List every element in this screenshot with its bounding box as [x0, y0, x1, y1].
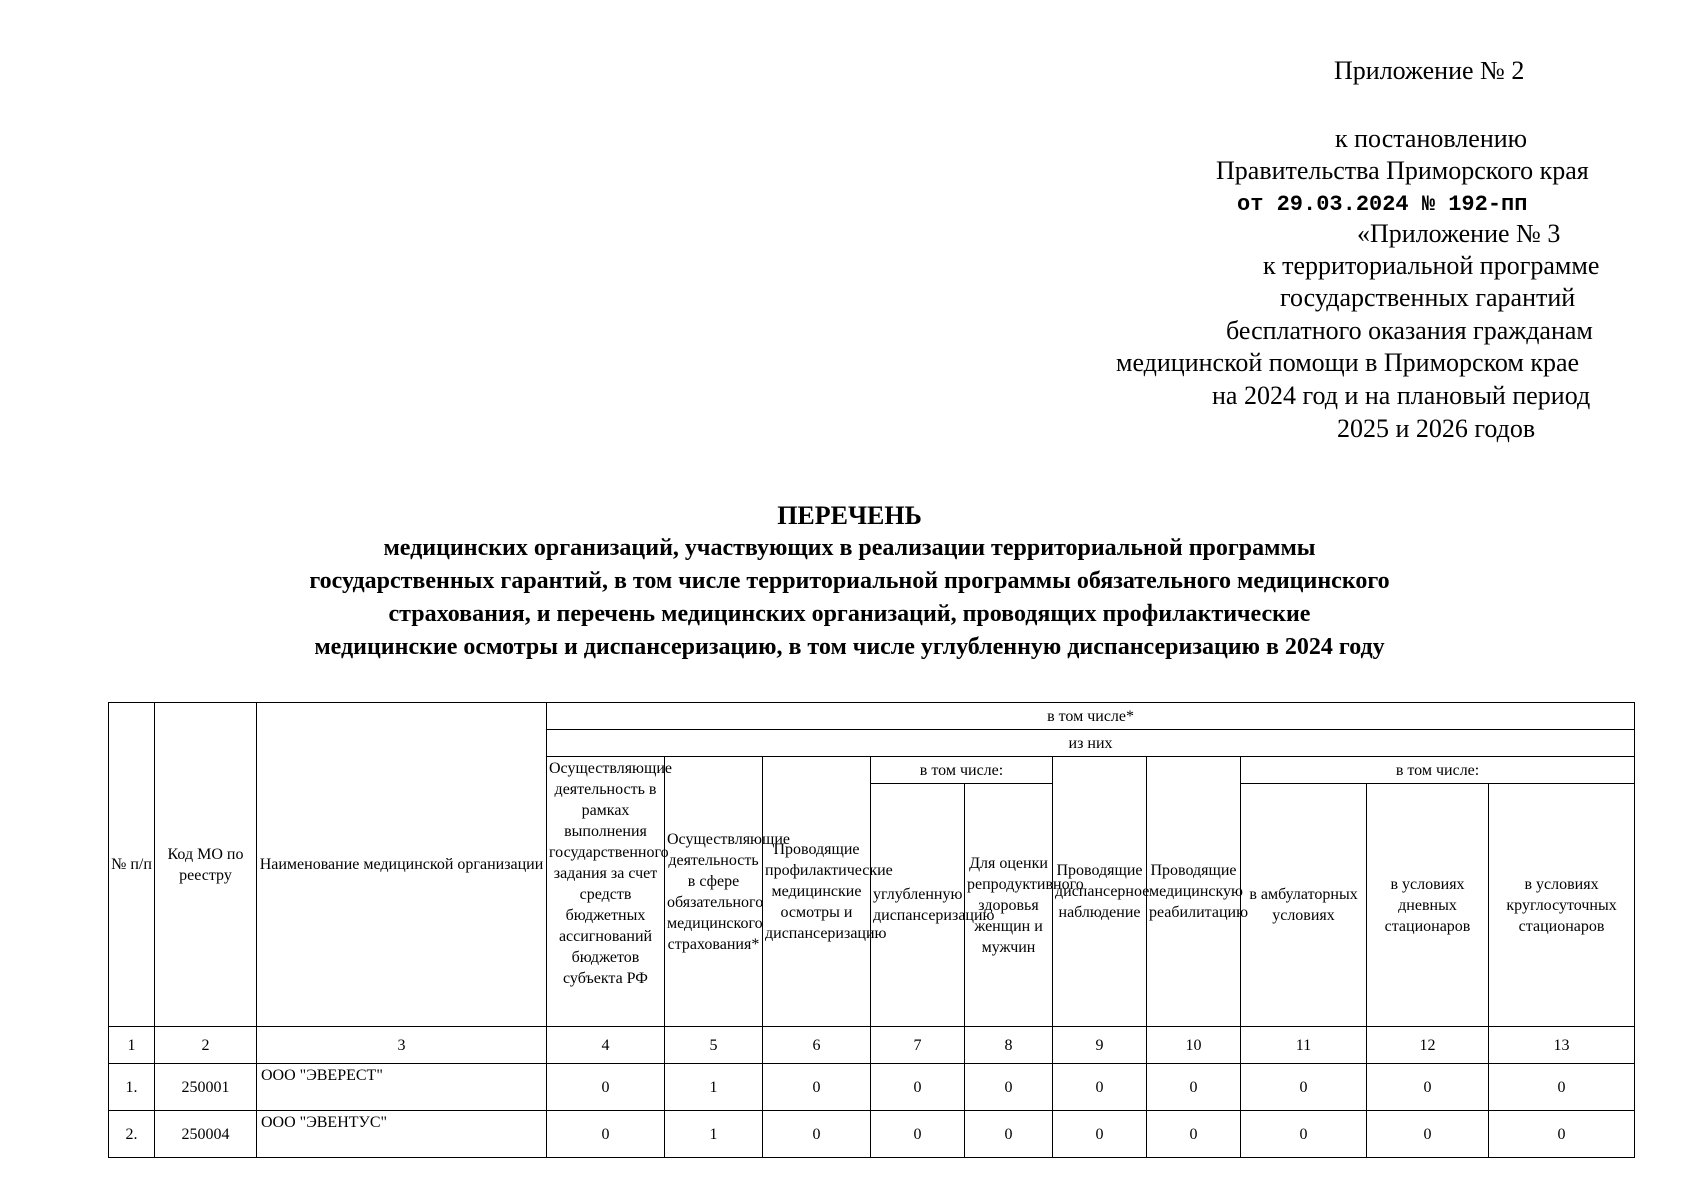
header-day-hospital: в условиях дневных стационаров [1367, 784, 1489, 1027]
column-number: 3 [257, 1027, 547, 1064]
header-registry-code: Код МО по реестру [155, 703, 257, 1027]
row-number: 1. [109, 1064, 155, 1111]
table-cell: 0 [763, 1064, 871, 1111]
column-number-row [109, 1027, 1635, 1064]
column-number: 9 [1053, 1027, 1147, 1064]
header-organization-name: Наименование медицинской организации [257, 703, 547, 1027]
table-cell: 0 [1053, 1064, 1147, 1111]
resolution-date-number: от 29.03.2024 № 192-пп [1237, 192, 1528, 217]
column-number: 8 [965, 1027, 1053, 1064]
heading-line: медицинские осмотры и диспансеризацию, в том числе углубленную диспансеризацию в 2024 году [314, 634, 1385, 660]
header-rehabilitation: Проводящие медицинскую реабилитацию [1147, 757, 1241, 1027]
document-heading [0, 500, 1699, 664]
table-row [109, 1064, 1635, 1111]
table-cell: 0 [1147, 1064, 1241, 1111]
heading-line: медицинских организаций, участвующих в реализации территориальной программы [383, 535, 1316, 561]
table-cell: 0 [965, 1064, 1053, 1111]
column-number: 5 [665, 1027, 763, 1064]
table-cell: 0 [871, 1111, 965, 1158]
annex-reference: к постановлению [1335, 124, 1528, 153]
program-annex-line: 2025 и 2026 годов [1337, 414, 1536, 443]
table-cell: 1 [665, 1064, 763, 1111]
header-including: в том числе* [547, 703, 1635, 730]
table-cell: 0 [1241, 1064, 1367, 1111]
table-cell: 0 [547, 1111, 665, 1158]
header-oms-activity: Осуществляющие деятельность в сфере обязательного медицинского страхования* [665, 757, 763, 1027]
header-including-rehabilitation: в том числе: [1241, 757, 1635, 784]
heading-line: государственных гарантий, в том числе территориальной программы обязательного медицинского [309, 568, 1390, 594]
table-cell: 0 [1489, 1064, 1635, 1111]
annex-block [0, 0, 1699, 460]
annex-authority: Правительства Приморского края [1216, 156, 1589, 185]
table-cell: 0 [763, 1111, 871, 1158]
table-cell: 0 [1147, 1111, 1241, 1158]
header-including-exams: в том числе: [871, 757, 1053, 784]
heading-line: страхования, и перечень медицинских организаций, проводящих профилактические [388, 601, 1311, 627]
program-annex-line: к территориальной программе [1263, 251, 1600, 280]
table-cell: 0 [1241, 1111, 1367, 1158]
heading-title: ПЕРЕЧЕНЬ [777, 501, 922, 530]
header-preventive-exams: Проводящие профилактические медицинские осмотры и диспансеризацию [763, 757, 871, 1027]
header-outpatient: в амбулаторных условиях [1241, 784, 1367, 1027]
organization-name: ООО "ЭВЕРЕСТ" [257, 1064, 547, 1111]
annex-number: Приложение № 2 [1334, 56, 1525, 85]
table-cell: 0 [1489, 1111, 1635, 1158]
table-cell: 0 [1053, 1111, 1147, 1158]
header-row-number: № п/п [109, 703, 155, 1027]
table-cell: 0 [1367, 1064, 1489, 1111]
table-cell: 0 [547, 1064, 665, 1111]
column-number: 6 [763, 1027, 871, 1064]
table-cell: 0 [871, 1064, 965, 1111]
column-number: 13 [1489, 1027, 1635, 1064]
program-annex-line: бесплатного оказания гражданам [1226, 316, 1593, 345]
column-number: 2 [155, 1027, 257, 1064]
column-number: 10 [1147, 1027, 1241, 1064]
column-number: 1 [109, 1027, 155, 1064]
program-annex-number: «Приложение № 3 [1357, 219, 1561, 248]
header-round-the-clock-hospital: в условиях круглосуточных стационаров [1489, 784, 1635, 1027]
header-reproductive-health: Для оценки репродуктивного здоровья женщин и мужчин [965, 784, 1053, 1027]
header-dispensary-observation: Проводящие диспансерное наблюдение [1053, 757, 1147, 1027]
table-cell: 0 [965, 1111, 1053, 1158]
table-row [109, 1111, 1635, 1158]
column-number: 12 [1367, 1027, 1489, 1064]
program-annex-line: государственных гарантий [1280, 283, 1576, 312]
program-annex-line: на 2024 год и на плановый период [1212, 381, 1591, 410]
table-cell: 1 [665, 1111, 763, 1158]
registry-code: 250001 [155, 1064, 257, 1111]
registry-code: 250004 [155, 1111, 257, 1158]
header-of-them: из них [547, 730, 1635, 757]
organizations-table [108, 702, 1635, 1158]
header-state-assignment: Осуществляющие деятельность в рамках выполнения государственного задания за счет средств бюджетных ассигнований бюджетов субъекта РФ [547, 757, 665, 1027]
column-number: 4 [547, 1027, 665, 1064]
program-annex-line: медицинской помощи в Приморском крае [1116, 348, 1580, 377]
table-cell: 0 [1367, 1111, 1489, 1158]
column-number: 11 [1241, 1027, 1367, 1064]
column-number: 7 [871, 1027, 965, 1064]
header-in-depth-exam: углубленную диспансеризацию [871, 784, 965, 1027]
row-number: 2. [109, 1111, 155, 1158]
organization-name: ООО "ЭВЕНТУС" [257, 1111, 547, 1158]
